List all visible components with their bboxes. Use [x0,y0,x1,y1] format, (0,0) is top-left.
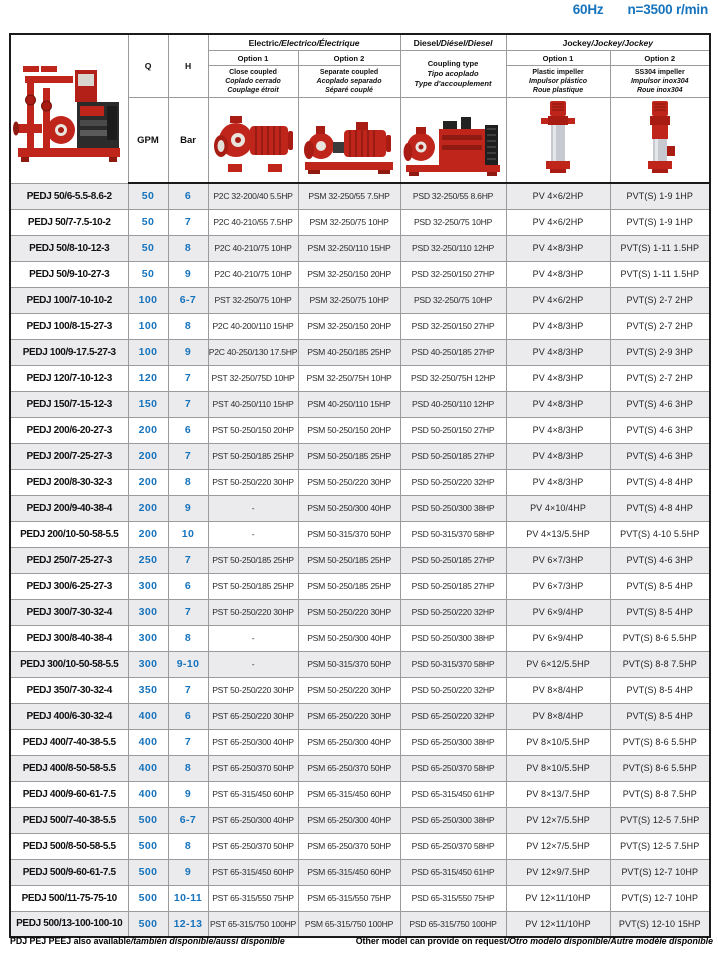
table-row [10,547,710,573]
electric-option1-label: Option 1 [208,51,298,66]
model-name: PEDJ 300/7-30-32-4 [10,599,128,625]
head-bar-value: 6 [168,573,208,599]
close-coupled-description: Close coupled Coplado cerrado Couplage étroit [208,66,298,98]
diesel-spec: PSD 32-250/75H 12HP [400,365,506,391]
jockey-option1-spec: PV 4×6/2HP [506,183,610,209]
electric-option1-spec: PST 65-315/450 60HP [208,781,298,807]
jockey-option2-spec: PVT(S) 12-5 7.5HP [610,807,710,833]
flow-gpm-value: 400 [128,729,168,755]
model-name: PEDJ 150/7-15-12-3 [10,391,128,417]
jockey-option2-spec: PVT(S) 4-8 4HP [610,469,710,495]
table-row [10,495,710,521]
head-bar-value: 9 [168,339,208,365]
model-name: PEDJ 50/6-5.5-8.6-2 [10,183,128,209]
jockey-option1-spec: PV 4×6/2HP [506,287,610,313]
table-row [10,625,710,651]
model-name: PEDJ 200/10-50-58-5.5 [10,521,128,547]
diesel-spec: PSD 65-250/220 32HP [400,703,506,729]
head-bar-value: 8 [168,313,208,339]
jockey-option2-spec: PVT(S) 8-6 5.5HP [610,625,710,651]
electric-option2-spec: PSM 32-250/75H 10HP [298,365,400,391]
table-row [10,755,710,781]
head-bar-value: 6 [168,417,208,443]
jockey-option2-spec: PVT(S) 4-6 3HP [610,443,710,469]
head-bar-value: 7 [168,677,208,703]
flow-gpm-value: 200 [128,443,168,469]
head-bar-value: 9 [168,261,208,287]
model-name: PEDJ 120/7-10-12-3 [10,365,128,391]
diesel-spec: PSD 50-250/300 38HP [400,495,506,521]
jockey-option1-spec: PV 12×11/10HP [506,885,610,911]
jockey-plastic-pump-photo [506,98,610,184]
electric-option1-spec: - [208,651,298,677]
jockey-option1-spec: PV 4×8/3HP [506,313,610,339]
jockey-option1-spec: PV 12×7/5.5HP [506,807,610,833]
diesel-spec: PSD 32-250/55 8.6HP [400,183,506,209]
jockey-option2-spec: PVT(S) 12-5 7.5HP [610,833,710,859]
electric-option1-spec: PST 40-250/110 15HP [208,391,298,417]
jockey-option1-spec: PV 4×8/3HP [506,469,610,495]
head-bar-value: 6-7 [168,287,208,313]
flow-gpm-value: 100 [128,287,168,313]
table-row [10,729,710,755]
diesel-spec: PSD 40-250/185 27HP [400,339,506,365]
electric-option1-spec: - [208,521,298,547]
separate-coupled-pump-photo [298,98,400,184]
model-name: PEDJ 400/7-40-38-5.5 [10,729,128,755]
model-name: PEDJ 200/6-20-27-3 [10,417,128,443]
electric-option1-spec: PST 65-315/550 75HP [208,885,298,911]
jockey-option1-spec: PV 6×7/3HP [506,573,610,599]
flow-gpm-value: 400 [128,703,168,729]
table-row [10,677,710,703]
jockey-option1-spec: PV 12×9/7.5HP [506,859,610,885]
diesel-description: Coupling type Tipo acoplado Type d'accouplement [400,51,506,98]
electric-option1-spec: - [208,495,298,521]
electric-option2-spec: PSM 50-315/370 50HP [298,521,400,547]
flow-gpm-value: 300 [128,625,168,651]
diesel-engine-pump-photo [400,98,506,184]
diesel-spec: PSD 65-250/300 38HP [400,807,506,833]
electric-option2-spec: PSM 32-250/150 20HP [298,313,400,339]
flow-gpm-value: 100 [128,339,168,365]
electric-option2-spec: PSM 50-250/185 25HP [298,443,400,469]
jockey-option2-spec: PVT(S) 1-9 1HP [610,183,710,209]
flow-gpm-value: 200 [128,521,168,547]
electric-option1-spec: P2C 32-200/40 5.5HP [208,183,298,209]
diesel-engine-pump-image [403,101,503,179]
model-name: PEDJ 350/7-30-32-4 [10,677,128,703]
electric-option1-spec: P2C 40-210/75 10HP [208,261,298,287]
head-bar-value: 8 [168,755,208,781]
jockey-option2-spec: PVT(S) 8-6 5.5HP [610,755,710,781]
head-bar-value: 7 [168,599,208,625]
jockey-option2-spec: PVT(S) 2-7 2HP [610,313,710,339]
flow-gpm-value: 150 [128,391,168,417]
h-unit-label: Bar [168,98,208,184]
diesel-spec: PSD 32-250/150 27HP [400,313,506,339]
jockey-option1-spec: PV 8×8/4HP [506,677,610,703]
model-name: PEDJ 500/13-100-100-10 [10,911,128,937]
table-row [10,209,710,235]
flow-gpm-value: 500 [128,911,168,937]
jockey-option1-spec: PV 4×8/3HP [506,443,610,469]
electric-option2-spec: PSM 65-315/450 60HP [298,781,400,807]
diesel-spec: PSD 50-250/185 27HP [400,573,506,599]
head-bar-value: 10 [168,521,208,547]
separate-coupled-pump-image [300,102,398,178]
jockey-option1-spec: PV 4×13/5.5HP [506,521,610,547]
electric-option2-spec: PSM 50-250/300 40HP [298,625,400,651]
electric-option2-spec: PSM 50-250/150 20HP [298,417,400,443]
head-bar-value: 7 [168,391,208,417]
table-row [10,833,710,859]
head-bar-value: 8 [168,833,208,859]
table-row [10,391,710,417]
table-row [10,443,710,469]
flow-gpm-value: 350 [128,677,168,703]
table-row [10,287,710,313]
flow-gpm-value: 300 [128,651,168,677]
table-row [10,807,710,833]
electric-option1-spec: P2C 40-250/130 17.5HP [208,339,298,365]
model-name: PEDJ 500/8-50-58-5.5 [10,833,128,859]
electric-option1-spec: P2C 40-210/75 10HP [208,235,298,261]
model-name: PEDJ 300/10-50-58-5.5 [10,651,128,677]
flow-gpm-value: 200 [128,417,168,443]
footer-left-note: PDJ PEJ PEEJ also available/también disponible/aussi disponible [10,936,285,946]
jockey-option2-spec: PVT(S) 2-7 2HP [610,287,710,313]
model-name: PEDJ 400/6-30-32-4 [10,703,128,729]
electric-option2-spec: PSM 32-250/150 20HP [298,261,400,287]
jockey-group-title: Jockey/Jockey/Jockey [506,34,710,51]
jockey-option1-spec: PV 12×11/10HP [506,911,610,937]
speed-label: n=3500 r/min [627,2,708,17]
diesel-spec: PSD 40-250/110 12HP [400,391,506,417]
jockey-option2-spec: PVT(S) 2-9 3HP [610,339,710,365]
table-row [10,261,710,287]
frequency-label: 60Hz [572,2,604,17]
diesel-spec: PSD 50-250/220 32HP [400,677,506,703]
jockey-option2-spec: PVT(S) 8-6 5.5HP [610,729,710,755]
flow-gpm-value: 120 [128,365,168,391]
jockey-option2-spec: PVT(S) 1-11 1.5HP [610,261,710,287]
table-row [10,859,710,885]
table-row [10,781,710,807]
diesel-spec: PSD 50-250/220 32HP [400,599,506,625]
diesel-spec: PSD 32-250/110 12HP [400,235,506,261]
jockey-option1-spec: PV 6×7/3HP [506,547,610,573]
model-name: PEDJ 200/7-25-27-3 [10,443,128,469]
table-row [10,417,710,443]
model-name: PEDJ 400/8-50-58-5.5 [10,755,128,781]
jockey-option1-label: Option 1 [506,51,610,66]
flow-gpm-value: 400 [128,755,168,781]
model-name: PEDJ 500/7-40-38-5.5 [10,807,128,833]
table-row [10,651,710,677]
jockey-option1-spec: PV 8×8/4HP [506,703,610,729]
jockey-option2-spec: PVT(S) 4-6 3HP [610,547,710,573]
model-name: PEDJ 300/8-40-38-4 [10,625,128,651]
jockey-option2-spec: PVT(S) 8-5 4HP [610,599,710,625]
electric-option2-spec: PSM 32-250/75 10HP [298,209,400,235]
model-name: PEDJ 200/8-30-32-3 [10,469,128,495]
model-name: PEDJ 400/9-60-61-7.5 [10,781,128,807]
flow-gpm-value: 100 [128,313,168,339]
electric-option1-spec: PST 32-250/75 10HP [208,287,298,313]
head-bar-value: 7 [168,443,208,469]
table-row [10,911,710,937]
jockey-option2-spec: PVT(S) 4-6 3HP [610,391,710,417]
electric-option2-spec: PSM 65-250/300 40HP [298,729,400,755]
head-bar-value: 6-7 [168,807,208,833]
jockey-option1-spec: PV 6×9/4HP [506,599,610,625]
electric-option1-spec: PST 50-250/220 30HP [208,599,298,625]
table-row [10,521,710,547]
head-bar-value: 7 [168,209,208,235]
electric-option2-label: Option 2 [298,51,400,66]
electric-option2-spec: PSM 65-315/550 75HP [298,885,400,911]
ss304-impeller-description: SS304 impeller Impulsor inox304 Roue inox304 [610,66,710,98]
flow-gpm-value: 50 [128,209,168,235]
electric-option2-spec: PSM 40-250/110 15HP [298,391,400,417]
jockey-option2-spec: PVT(S) 4-6 3HP [610,417,710,443]
diesel-spec: PSD 32-250/75 10HP [400,209,506,235]
flow-gpm-value: 500 [128,859,168,885]
flow-gpm-value: 400 [128,781,168,807]
electric-option2-spec: PSM 65-250/370 50HP [298,755,400,781]
head-bar-value: 7 [168,547,208,573]
flow-gpm-value: 500 [128,807,168,833]
spec-titlebar [573,2,708,17]
electric-option1-spec: PST 50-250/185 25HP [208,443,298,469]
electric-option1-spec: PST 50-250/150 20HP [208,417,298,443]
diesel-spec: PSD 50-315/370 58HP [400,651,506,677]
head-bar-value: 6 [168,183,208,209]
pump-selection-table [9,33,711,938]
flow-gpm-value: 250 [128,547,168,573]
jockey-option1-spec: PV 8×13/7.5HP [506,781,610,807]
electric-option2-spec: PSM 50-250/220 30HP [298,677,400,703]
flow-gpm-value: 200 [128,495,168,521]
jockey-option1-spec: PV 4×8/3HP [506,235,610,261]
diesel-spec: PSD 50-250/300 38HP [400,625,506,651]
table-row [10,313,710,339]
jockey-ss304-pump-image [643,100,677,180]
table-row [10,469,710,495]
electric-option2-spec: PSM 40-250/185 25HP [298,339,400,365]
model-name: PEDJ 50/8-10-12-3 [10,235,128,261]
jockey-option1-spec: PV 4×8/3HP [506,365,610,391]
table-row [10,235,710,261]
flow-gpm-value: 500 [128,833,168,859]
electric-option1-spec: PST 65-315/750 100HP [208,911,298,937]
diesel-spec: PSD 50-250/220 32HP [400,469,506,495]
electric-option2-spec: PSM 50-250/220 30HP [298,599,400,625]
flow-gpm-value: 500 [128,885,168,911]
diesel-spec: PSD 50-250/185 27HP [400,547,506,573]
electric-option2-spec: PSM 65-315/750 100HP [298,911,400,937]
electric-option1-spec: P2C 40-200/110 15HP [208,313,298,339]
head-bar-value: 9 [168,859,208,885]
jockey-option2-spec: PVT(S) 4-8 4HP [610,495,710,521]
electric-group-title: Electric/Electrico/Électrique [208,34,400,51]
diesel-spec: PSD 65-250/300 38HP [400,729,506,755]
model-name: PEDJ 100/7-10-10-2 [10,287,128,313]
electric-option2-spec: PSM 32-250/110 15HP [298,235,400,261]
electric-option2-spec: PSM 50-315/370 50HP [298,651,400,677]
head-bar-value: 8 [168,625,208,651]
jockey-option2-spec: PVT(S) 12-10 15HP [610,911,710,937]
table-row [10,703,710,729]
diesel-spec: PSD 50-315/370 58HP [400,521,506,547]
model-name: PEDJ 250/7-25-27-3 [10,547,128,573]
diesel-spec: PSD 65-250/370 58HP [400,755,506,781]
diesel-spec: PSD 50-250/150 27HP [400,417,506,443]
electric-option1-spec: - [208,625,298,651]
footer-notes [10,936,713,946]
electric-option1-spec: PST 65-250/370 50HP [208,755,298,781]
diesel-spec: PSD 65-315/550 75HP [400,885,506,911]
electric-option1-spec: P2C 40-210/55 7.5HP [208,209,298,235]
jockey-option1-spec: PV 4×8/3HP [506,417,610,443]
close-coupled-pump-image [210,102,296,178]
head-bar-value: 8 [168,469,208,495]
electric-option2-spec: PSM 65-315/450 60HP [298,859,400,885]
electric-option1-spec: PST 65-315/450 60HP [208,859,298,885]
q-unit-label: GPM [128,98,168,184]
table-row [10,885,710,911]
close-coupled-pump-photo [208,98,298,184]
model-name: PEDJ 200/9-40-38-4 [10,495,128,521]
diesel-spec: PSD 32-250/75 10HP [400,287,506,313]
jockey-option2-spec: PVT(S) 8-8 7.5HP [610,781,710,807]
flow-gpm-value: 200 [128,469,168,495]
electric-option1-spec: PST 50-250/220 30HP [208,677,298,703]
model-name: PEDJ 50/9-10-27-3 [10,261,128,287]
head-bar-value: 12-13 [168,911,208,937]
electric-option1-spec: PST 50-250/185 25HP [208,573,298,599]
electric-option2-spec: PSM 50-250/220 30HP [298,469,400,495]
jockey-option2-label: Option 2 [610,51,710,66]
jockey-option1-spec: PV 8×10/5.5HP [506,729,610,755]
model-name: PEDJ 50/7-7.5-10-2 [10,209,128,235]
diesel-spec: PSD 50-250/185 27HP [400,443,506,469]
electric-option1-spec: PST 65-250/220 30HP [208,703,298,729]
jockey-option2-spec: PVT(S) 4-10 5.5HP [610,521,710,547]
jockey-option1-spec: PV 4×8/3HP [506,339,610,365]
table-row [10,365,710,391]
electric-option2-spec: PSM 50-250/185 25HP [298,547,400,573]
jockey-option1-spec: PV 4×6/2HP [506,209,610,235]
plastic-impeller-description: Plastic impeller Impulsor plástico Roue plastique [506,66,610,98]
spec-table-body [10,183,710,937]
jockey-option2-spec: PVT(S) 1-11 1.5HP [610,235,710,261]
diesel-group-title: Diesel/Diésel/Diesel [400,34,506,51]
head-bar-value: 6 [168,703,208,729]
model-name: PEDJ 300/6-25-27-3 [10,573,128,599]
electric-option2-spec: PSM 65-250/220 30HP [298,703,400,729]
table-row [10,599,710,625]
head-bar-value: 10-11 [168,885,208,911]
jockey-option2-spec: PVT(S) 12-7 10HP [610,885,710,911]
diesel-spec: PSD 65-315/450 61HP [400,859,506,885]
model-name: PEDJ 500/11-75-75-10 [10,885,128,911]
electric-option2-spec: PSM 50-250/300 40HP [298,495,400,521]
head-bar-value: 9 [168,495,208,521]
fire-pump-package-photo [10,34,128,183]
electric-option1-spec: PST 65-250/370 50HP [208,833,298,859]
jockey-option2-spec: PVT(S) 12-7 10HP [610,859,710,885]
model-name: PEDJ 100/9-17.5-27-3 [10,339,128,365]
flow-gpm-value: 50 [128,261,168,287]
diesel-spec: PSD 65-315/750 100HP [400,911,506,937]
electric-option1-spec: PST 65-250/300 40HP [208,729,298,755]
jockey-option1-spec: PV 6×9/4HP [506,625,610,651]
jockey-plastic-pump-image [541,100,575,180]
electric-option2-spec: PSM 65-250/370 50HP [298,833,400,859]
jockey-option1-spec: PV 6×12/5.5HP [506,651,610,677]
electric-option2-spec: PSM 50-250/185 25HP [298,573,400,599]
flow-gpm-value: 50 [128,183,168,209]
head-bar-value: 7 [168,729,208,755]
jockey-option1-spec: PV 12×7/5.5HP [506,833,610,859]
electric-option1-spec: PST 50-250/185 25HP [208,547,298,573]
separate-coupled-description: Separate coupled Acoplado separado Séparé couplé [298,66,400,98]
electric-option1-spec: PST 65-250/300 40HP [208,807,298,833]
flow-gpm-value: 50 [128,235,168,261]
column-q: Q [128,34,168,98]
flow-gpm-value: 300 [128,573,168,599]
table-row [10,183,710,209]
head-bar-value: 9-10 [168,651,208,677]
fire-pump-package-image [13,42,125,176]
head-bar-value: 9 [168,781,208,807]
jockey-ss304-pump-photo [610,98,710,184]
electric-option2-spec: PSM 32-250/75 10HP [298,287,400,313]
jockey-option1-spec: PV 8×10/5.5HP [506,755,610,781]
table-row [10,573,710,599]
flow-gpm-value: 300 [128,599,168,625]
jockey-option2-spec: PVT(S) 1-9 1HP [610,209,710,235]
footer-right-note: Other model can provide on request/Otro modelo disponible/Autre modèle disponible [355,936,713,946]
head-bar-value: 7 [168,365,208,391]
diesel-spec: PSD 65-250/370 58HP [400,833,506,859]
diesel-spec: PSD 65-315/450 61HP [400,781,506,807]
table-row [10,339,710,365]
jockey-option1-spec: PV 4×8/3HP [506,391,610,417]
jockey-option2-spec: PVT(S) 8-5 4HP [610,703,710,729]
jockey-option2-spec: PVT(S) 8-5 4HP [610,677,710,703]
electric-option1-spec: PST 32-250/75D 10HP [208,365,298,391]
column-h: H [168,34,208,98]
diesel-spec: PSD 32-250/150 27HP [400,261,506,287]
model-name: PEDJ 100/8-15-27-3 [10,313,128,339]
jockey-option1-spec: PV 4×8/3HP [506,261,610,287]
jockey-option2-spec: PVT(S) 8-8 7.5HP [610,651,710,677]
electric-option2-spec: PSM 65-250/300 40HP [298,807,400,833]
jockey-option2-spec: PVT(S) 2-7 2HP [610,365,710,391]
electric-option2-spec: PSM 32-250/55 7.5HP [298,183,400,209]
jockey-option1-spec: PV 4×10/4HP [506,495,610,521]
jockey-option2-spec: PVT(S) 8-5 4HP [610,573,710,599]
head-bar-value: 8 [168,235,208,261]
electric-option1-spec: PST 50-250/220 30HP [208,469,298,495]
model-name: PEDJ 500/9-60-61-7.5 [10,859,128,885]
